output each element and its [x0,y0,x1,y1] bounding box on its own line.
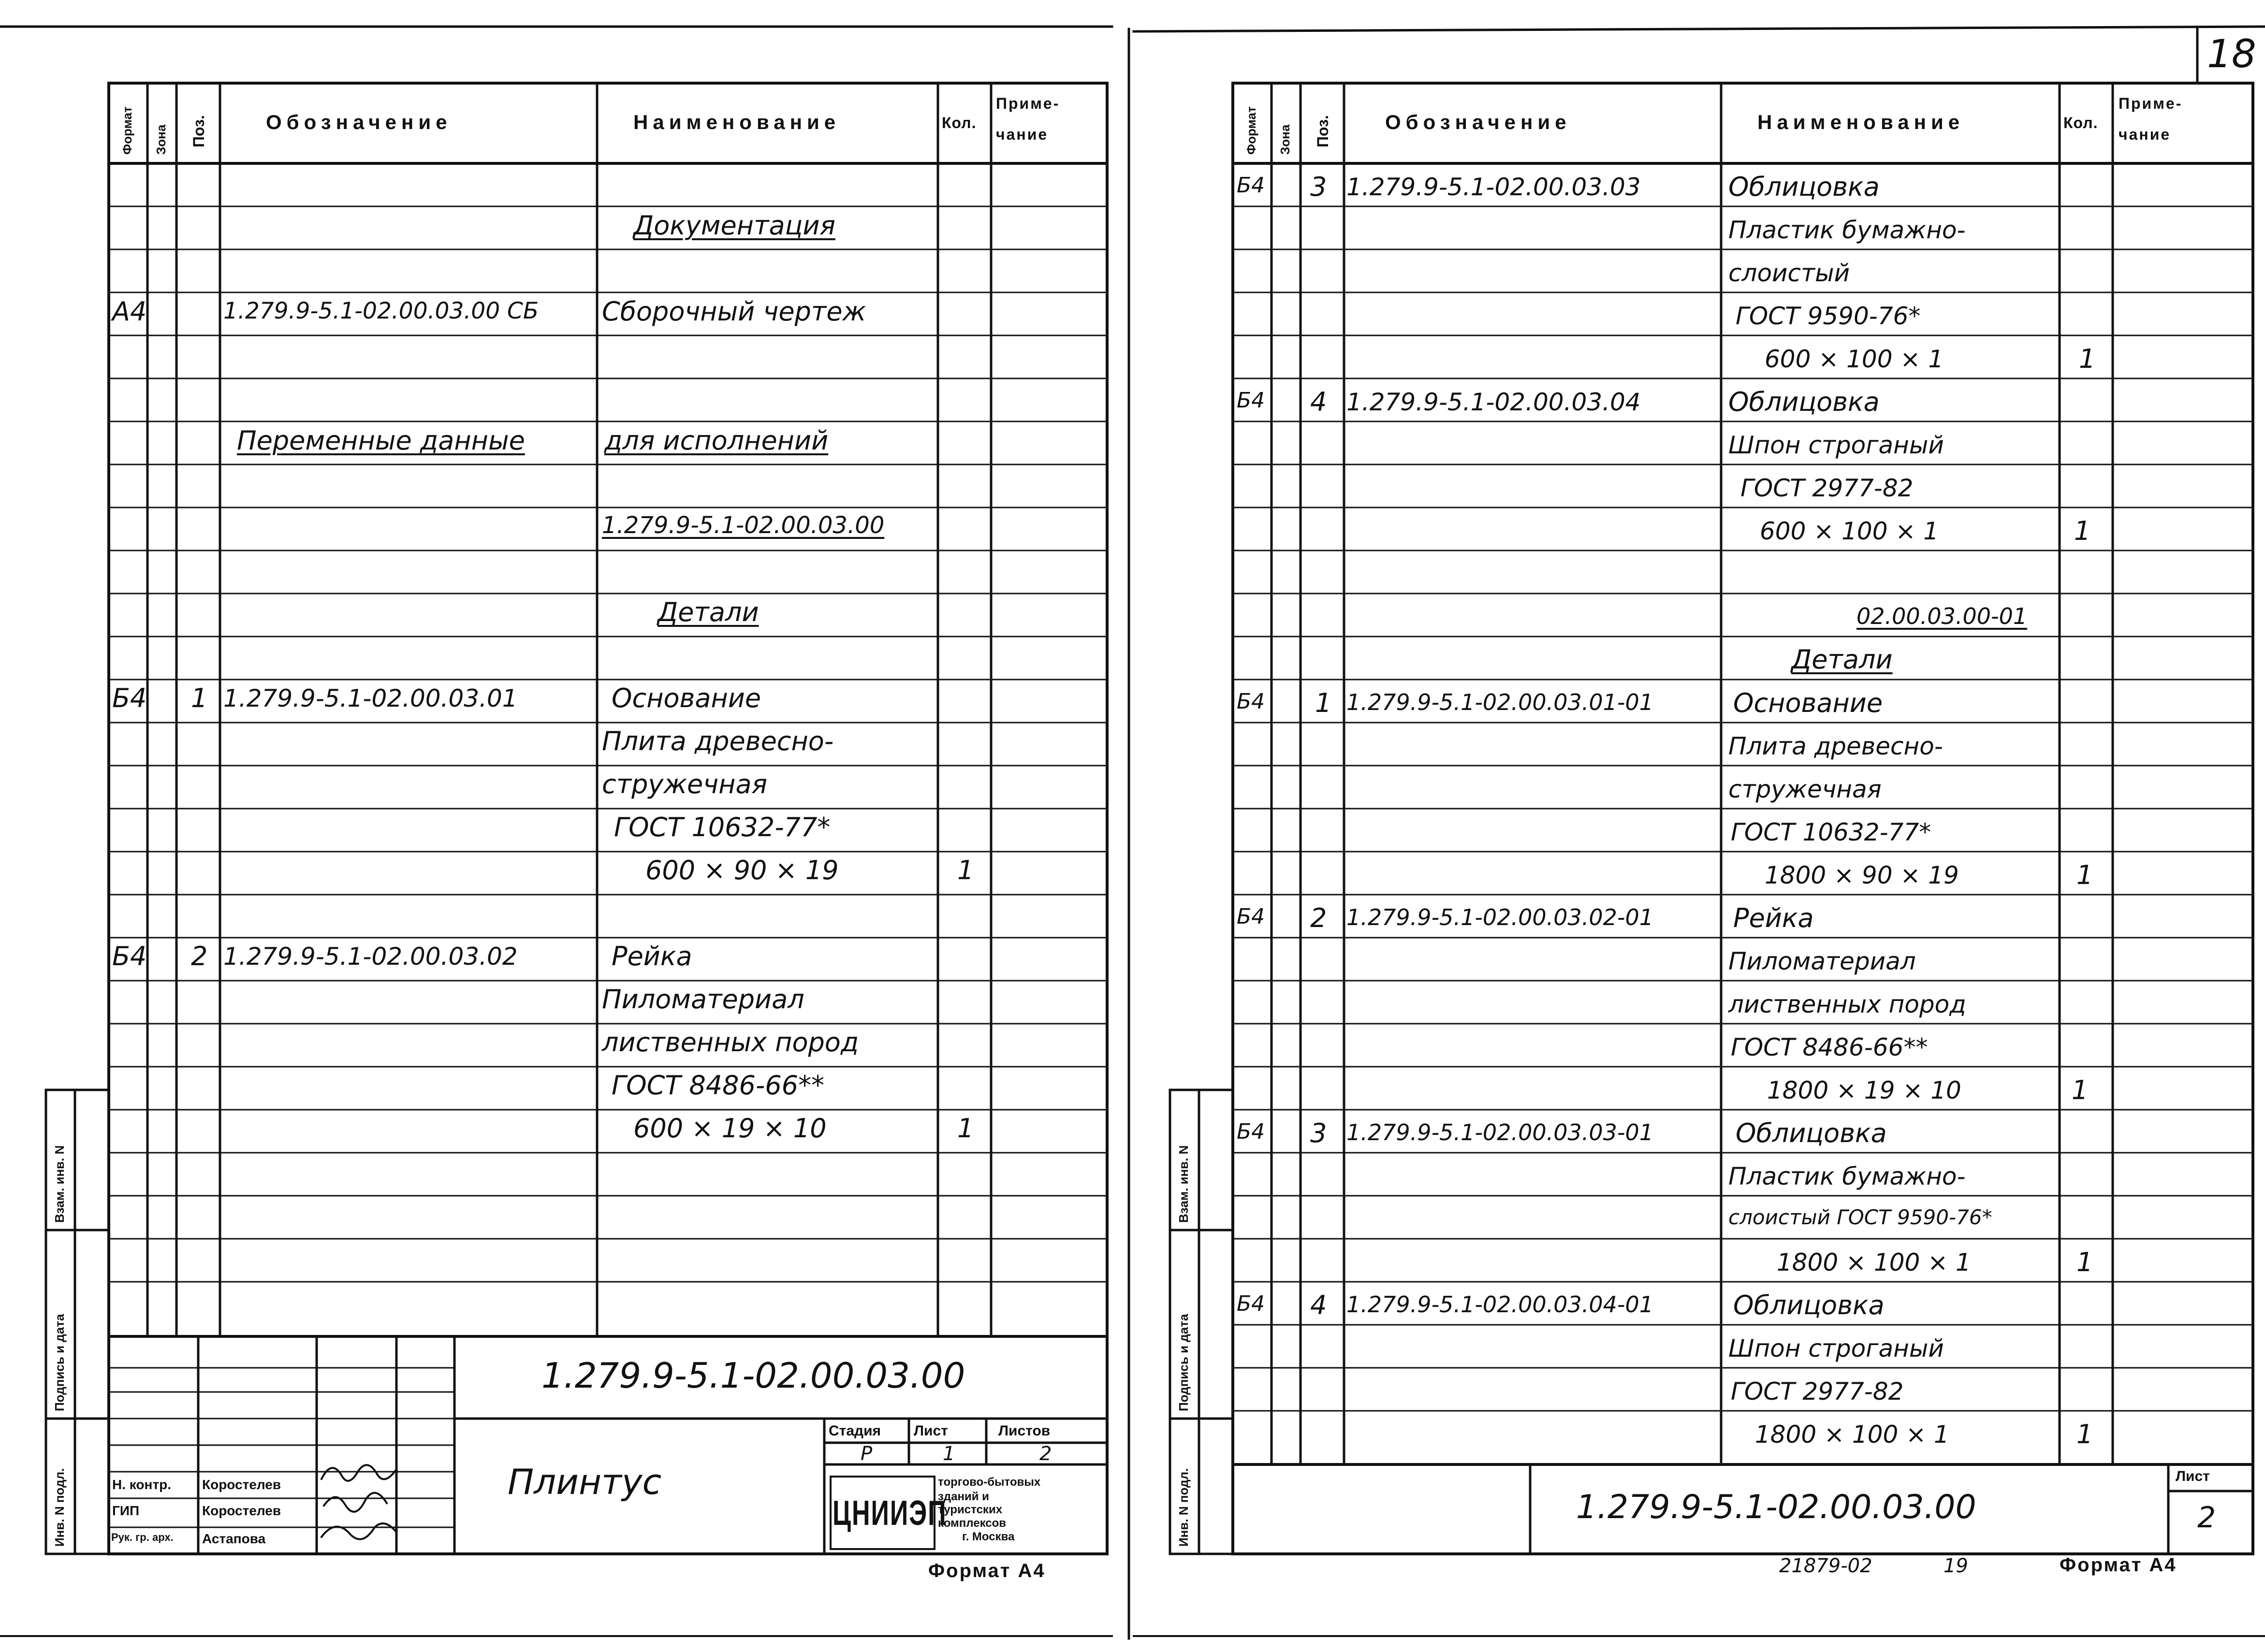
variant-designation: 02.00.03.00-01 [1856,603,2028,629]
left-format-label: Формат А4 [928,1560,1046,1581]
role-1: Н. контр. [112,1477,172,1492]
sheet-label: Лист [914,1423,948,1439]
p1-material-1: Плита древесно- [602,726,834,756]
header-note-1: Приме- [996,95,1060,112]
corner-page-number: 18 [2207,31,2256,76]
v2-material-3: ГОСТ 8486-66** [1731,1033,1928,1061]
sheets-label: Листов [998,1423,1051,1439]
header-format: Формат [1244,106,1258,155]
r4-size: 600 × 100 × 1 [1760,517,1939,545]
r3-format: Б4 [1237,173,1265,198]
doc-designation: 1.279.9-5.1-02.00.03.00 СБ [223,298,539,324]
header-format: Формат [120,106,134,155]
header-note-2: чание [996,126,1049,143]
side-label-inv-orig: Инв. N подл. [1176,1468,1191,1547]
stage-value: Р [861,1443,873,1465]
v3-qty: 1 [2076,1247,2093,1277]
title-block-title: Плинтус [508,1462,662,1502]
section-parts: Детали [1791,644,1893,675]
v4-qty: 1 [2076,1419,2093,1449]
side-label-sign-date: Подпись и дата [1176,1314,1191,1411]
r3-qty: 1 [2079,344,2096,374]
v3-size: 1800 × 100 × 1 [1777,1248,1971,1276]
r4-designation: 1.279.9-5.1-02.00.03.04 [1346,388,1641,416]
v3-format: Б4 [1237,1119,1265,1144]
side-label-inv-repl: Взам. инв. N [52,1145,67,1223]
p2-material-3: ГОСТ 8486-66** [612,1070,825,1101]
r3-name: Облицовка [1728,172,1880,202]
p2-qty: 1 [957,1113,974,1144]
header-designation: Обозначение [266,111,452,133]
title-block-code: 1.279.9-5.1-02.00.03.00 [1576,1488,1976,1526]
r4-qty: 1 [2074,516,2091,546]
header-zone: Зона [154,124,168,155]
r3-designation: 1.279.9-5.1-02.00.03.03 [1346,173,1641,201]
left-signatures [321,1465,396,1539]
right-format-label: Формат А4 [2060,1554,2177,1576]
v4-size: 1800 × 100 × 1 [1755,1420,1949,1449]
p1-material-3: ГОСТ 10632-77* [614,812,831,842]
footer-page: 19 [1944,1555,1968,1577]
header-name: Наименование [1757,111,1965,133]
stage-label: Стадия [829,1423,881,1439]
v1-name: Основание [1733,688,1883,718]
header-designation: Обозначение [1385,111,1571,133]
p1-name: Основание [612,683,761,713]
header-zone: Зона [1278,124,1292,155]
v2-material-2: лиственных пород [1728,990,1966,1018]
r3-material-2: слоистый [1728,259,1850,287]
v4-material-2: ГОСТ 2977-82 [1731,1377,1904,1406]
r4-name: Облицовка [1728,387,1880,417]
v4-pos: 4 [1310,1290,1327,1320]
side-label-sign-date: Подпись и дата [52,1314,67,1411]
v3-material-1: Пластик бумажно- [1728,1162,1966,1190]
v1-material-2: стружечная [1728,775,1882,803]
v4-designation: 1.279.9-5.1-02.00.03.04-01 [1346,1291,1654,1318]
r4-format: Б4 [1237,388,1265,413]
v2-designation: 1.279.9-5.1-02.00.03.02-01 [1346,904,1654,930]
name-2: Коростелев [202,1503,281,1518]
v3-material-2: слоистый ГОСТ 9590-76* [1728,1205,1992,1229]
v1-material-3: ГОСТ 10632-77* [1731,818,1931,846]
p2-pos: 2 [191,941,208,971]
footer-number: 21879-02 [1779,1555,1872,1577]
r3-pos: 3 [1310,172,1327,202]
header-name: Наименование [633,111,841,133]
header-pos: Поз. [190,115,207,147]
sheet-label: Лист [2176,1468,2210,1484]
side-label-inv-orig: Инв. N подл. [52,1468,67,1547]
org-text-4: комплексов [938,1517,1007,1530]
v3-name: Облицовка [1736,1118,1887,1148]
org-text-1: торгово-бытовых [938,1476,1041,1489]
header-pos: Поз. [1314,115,1331,147]
p2-designation: 1.279.9-5.1-02.00.03.02 [223,942,518,971]
p1-qty: 1 [957,855,974,885]
section-documentation: Документация [633,210,835,241]
p1-pos: 1 [191,683,208,713]
v4-format: Б4 [1237,1291,1265,1316]
v1-designation: 1.279.9-5.1-02.00.03.01-01 [1346,689,1654,715]
v1-pos: 1 [1315,688,1332,718]
r3-size: 600 × 100 × 1 [1765,345,1944,373]
r4-material-2: ГОСТ 2977-82 [1740,474,1914,502]
org-text-2: зданий и [938,1490,989,1503]
sheet-value: 1 [943,1443,955,1465]
header-qty: Кол. [942,114,977,131]
variable-data-label-2: для исполнений [604,425,829,456]
v4-material-1: Шпон строганый [1728,1334,1944,1362]
r4-material-1: Шпон строганый [1728,431,1944,459]
side-label-inv-repl: Взам. инв. N [1176,1145,1191,1223]
header-note-1: Приме- [2119,95,2183,112]
header-note-2: чание [2119,126,2171,143]
name-3: Астапова [202,1531,266,1546]
section-parts: Детали [658,597,759,627]
v2-size: 1800 × 19 × 10 [1767,1076,1961,1104]
p1-format: Б4 [112,683,147,713]
sheet-value: 2 [2197,1501,2216,1535]
title-block-code: 1.279.9-5.1-02.00.03.00 [541,1355,965,1396]
v4-name: Облицовка [1733,1290,1885,1320]
v2-qty: 1 [2072,1075,2089,1105]
left-title-block-rows [109,1368,454,1527]
v1-format: Б4 [1237,689,1265,714]
p1-material-2: стружечная [602,769,768,799]
p2-material-2: лиственных пород [602,1027,859,1058]
v2-format: Б4 [1237,904,1265,929]
role-3: Рук. гр. арх. [111,1531,174,1543]
v1-qty: 1 [2076,860,2093,890]
doc-name: Сборочный чертеж [602,296,866,327]
org-logo: ЦНИИЭП [833,1493,947,1533]
v2-pos: 2 [1310,903,1327,933]
sheets-value: 2 [1039,1443,1052,1465]
p2-format: Б4 [112,941,147,971]
v1-size: 1800 × 90 × 19 [1765,861,1959,889]
v3-designation: 1.279.9-5.1-02.00.03.03-01 [1346,1119,1654,1145]
role-2: ГИП [112,1503,140,1518]
variable-data-label-1: Переменные данные [237,425,525,456]
p2-size: 600 × 19 × 10 [633,1113,827,1144]
v2-name: Рейка [1733,903,1814,933]
org-text-5: г. Москва [962,1530,1015,1543]
variant-designation: 1.279.9-5.1-02.00.03.00 [602,512,885,539]
p2-material-1: Пиломатериал [602,984,804,1014]
right-sheet-columns [1271,83,2113,1464]
v2-material-1: Пиломатериал [1728,947,1916,975]
p1-designation: 1.279.9-5.1-02.00.03.01 [223,684,518,712]
header-qty: Кол. [2063,114,2098,131]
doc-format: А4 [112,296,147,327]
v3-pos: 3 [1310,1118,1327,1148]
r4-pos: 4 [1310,387,1327,417]
p2-name: Рейка [612,941,692,971]
r3-material-1: Пластик бумажно- [1728,216,1966,244]
org-text-3: туристских [938,1503,1003,1516]
v1-material-1: Плита древесно- [1728,732,1943,760]
name-1: Коростелев [202,1477,281,1492]
p1-size: 600 × 90 × 19 [645,855,839,885]
r3-material-3: ГОСТ 9590-76* [1736,302,1921,330]
